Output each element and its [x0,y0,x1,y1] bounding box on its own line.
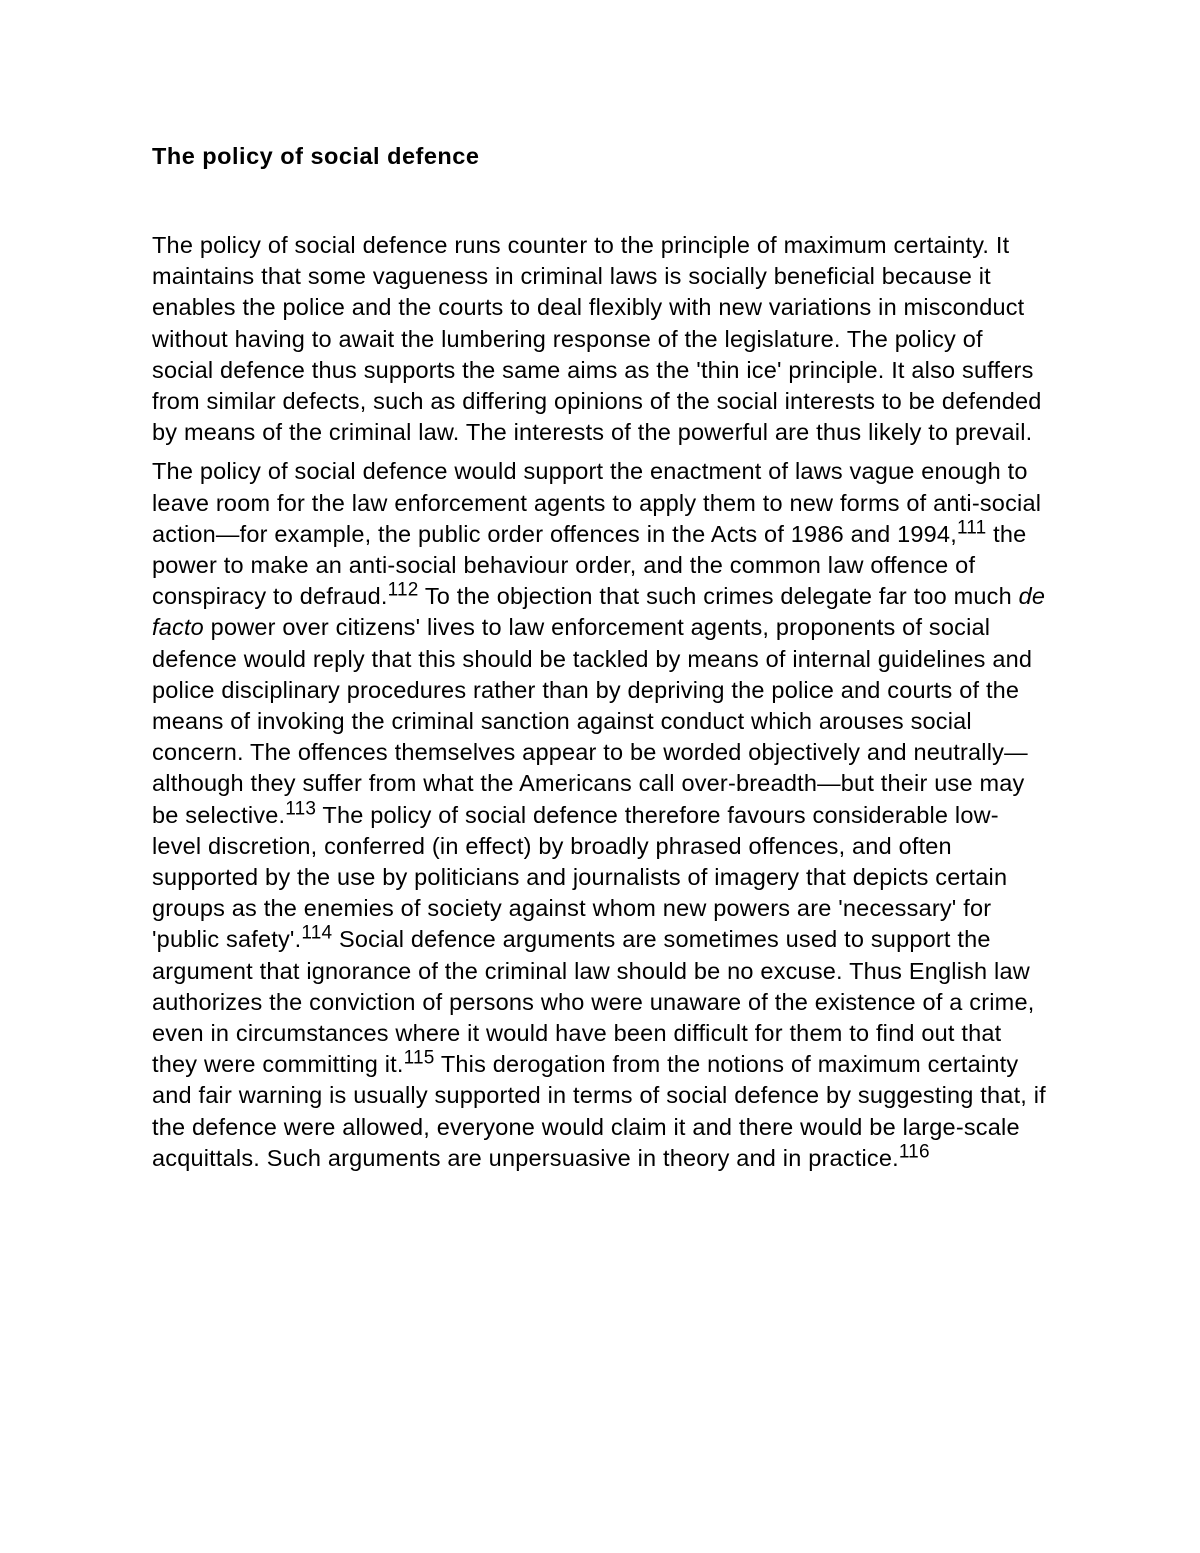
paragraph-2-text-6: Social defence arguments are sometimes used to support the argument that ignorance of the criminal law should be no excuse. Thus English law authorizes the conviction of persons who were unaware of the existence of a crime, even in circumstances where it would have been difficult for them to find out that they were committing it. [152,926,1035,1078]
paragraph-2-text-4: power over citizens' lives to law enforcement agents, proponents of social defence would reply that this should be tackled by means of internal guidelines and police disciplinary procedures rather than by depriving the police and courts of the means of invoking the criminal sanction against conduct which arouses social concern. The offences themselves appear to be worded objectively and neutrally—although they suffer from what the Americans call over-breadth—but their use may be selective. [152,614,1033,828]
document-page [152,140,1047,1182]
footnote-ref-111[interactable]: 111 [956,517,987,539]
paragraph-2-text-3: To the objection that such crimes delegate far too much [418,583,1019,610]
paragraph-2-text-5: The policy of social defence therefore favours considerable low-level discretion, conferred (in effect) by broadly phrased offences, and often supported by the use by politicians and journalists of imagery that depicts certain groups as the enemies of society against whom new powers are 'necessary' for 'public safety'. [152,801,1008,953]
footnote-ref-112[interactable]: 112 [387,579,419,601]
footnote-ref-116[interactable]: 116 [898,1141,930,1163]
paragraph-1: The policy of social defence runs counter to the principle of maximum certainty. It maintains that some vagueness in criminal laws is socially beneficial because it enables the police and the courts to deal flexibly with new variations in misconduct without having to await the lumbering response of the legislature. The policy of social defence thus supports the same aims as the 'thin ice' principle. It also suffers from similar defects, such as differing opinions of the social interests to be defended by means of the criminal law. The interests of the powerful are thus likely to prevail. [152,232,1042,446]
paragraph-2 [152,456,1047,1174]
paragraph-2-text-2: the power to make an anti-social behaviour order, and the common law offence of conspiracy to defraud. [152,520,1027,610]
footnote-ref-113[interactable]: 113 [285,798,317,820]
page-title: The policy of social defence [152,143,480,169]
paragraph-2-text-1: The policy of social defence would support the enactment of laws vague enough to leave room for the law enforcement agents to apply them to new forms of anti-social action—for example, the public order offences in the Acts of 1986 and 1994, [152,458,1042,547]
footnote-ref-114[interactable]: 114 [301,922,333,944]
footnote-ref-115[interactable]: 115 [403,1047,435,1069]
italic-term: de facto [152,583,1046,641]
paragraph-2-text-7: This derogation from the notions of maximum certainty and fair warning is usually supported in terms of social defence by suggesting that, if the defence were allowed, everyone would claim it and there would be large-scale acquittals. Such arguments are unpersuasive in theory and in practice. [152,1051,1046,1171]
